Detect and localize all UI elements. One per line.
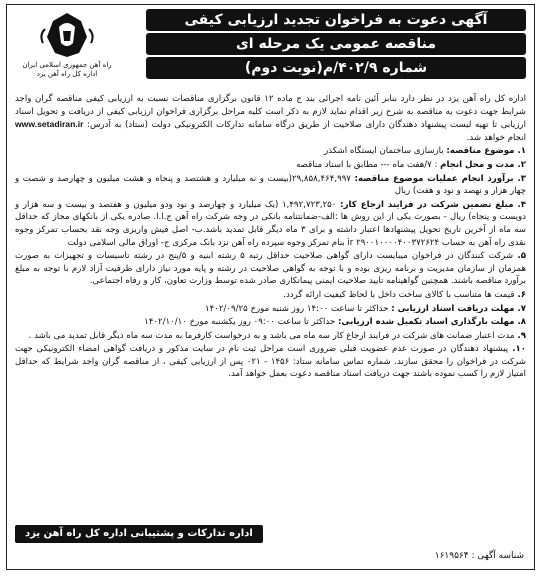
condition-title: برآورد انجام عملیات موضوع مناقصه: — [354, 173, 514, 184]
condition-item — [15, 173, 526, 198]
notice-page — [6, 4, 535, 570]
condition-number: ۷. — [514, 303, 526, 314]
condition-item — [15, 316, 526, 329]
condition-text: ۲۹,۸۵۸,۴۶۴,۹۹۷(بیست و نه میلیارد و هشتصد و پنجاه و هشت میلیون و چهارصد و شصت و چهار هزار و نهصد و نود و هفت) ریال — [15, 173, 526, 197]
condition-number: ۲. — [514, 159, 526, 170]
condition-item — [15, 343, 526, 381]
notice-body — [7, 91, 534, 381]
condition-text: حداکثر تا ساعت ۰۹:۰۰ روز یکشنبه مورخ ۱۴۰۲/۱۰/۱۰ — [144, 317, 338, 328]
condition-number: ۶. — [514, 289, 526, 300]
notice-id: شناسه آگهی : ۱۶۱۹۵۶۴ — [434, 551, 524, 561]
condition-number: ۳. — [513, 173, 526, 184]
condition-number: ۴. — [513, 199, 526, 210]
website-link[interactable]: www.setadiran.ir — [15, 119, 84, 130]
railway-logo — [17, 9, 117, 87]
condition-text: شرکت کنندگان در فراخوان میبایست دارای گواهی صلاحیت حداقل رتبه ۵ رشته ابنیه و ۵/پنج در رشته تاسیسات و تجهیزات به صورت همزمان از سازمان مدیریت و برنامه ریزی بوده و با توجه به گواهی صلاحیت در رشته و پایه مورد نیاز دارای ظرفیت آزاد لازم با توجه به مبلغ برآورد مناقصه باشند. همچنین گواهینامه تایید صلاحیت ایمنی پیمانکاری صادر شده توسط وزارت تعاون، کار و رفاه اجتماعی. — [15, 251, 526, 287]
intro-paragraph — [15, 93, 526, 144]
intro-text: اداره کل راه آهن یزد در نظر دارد بنابر آئین نامه اجرائی بند ج ماده ۱۲ قانون برگزاری مناقصات نسبت به ارزیابی کیفی مناقصه گران واجد شرایط جهت دعوت به مناقصه به شرح زیر اقدام نماید لازم به ذکر است کلیه مراحل برگزاری فراخوان ارزیابی کیفی از دریافت و تحویل اسناد ارزیابی تا تهیه لیست پیشنهاد دهندگان دارای صلاحیت از طریق درگاه سامانه تدارکات الکترونیکی دولت (ستاد) به آدرس: — [15, 94, 527, 131]
condition-number: ۱. — [514, 146, 526, 157]
condition-text: ۱,۴۹۲,۷۲۳,۲۵۰ (یک میلیارد و چهارصد و نود ودو میلیون و هفتصد و بیست و سه هزار و دویست و پنجاه) ریال - بصورت یکی از این روش ها :الف-ضمانتنامه بانکی در وجه شرکت راه آهن ج.ا.ا. صادره یکی از بانکهای مجاز که حداقل سه ماه از آخرین تاریخ تحویل پیشنهادها اعتبار داشته و برای ۳ ماه دیگر قابل تمدید باشد.ب- اصل فیش واریزی وجه نقد بحساب تمرکز وجوه نقدی راه آهن به حساب ۲۹۰۰۱۰۰۰۰۴۰۰۳۷۲۶۲۴ ir بنام تمرکز وجوه سپرده راه آهن نزد بانک مرکزی ج- اوراق مالی اسلامی دولت — [15, 199, 526, 248]
condition-title: موضوع مناقصه: — [446, 146, 515, 157]
condition-title: مهلت دریافت اسناد ارزیابی : — [391, 303, 515, 314]
notice-number: شماره ۴۰۲/۹/م(نوبت دوم) — [146, 57, 526, 79]
condition-text: مدت اعتبار ضمانت های شرکت در فرایند ارجاع کار سه ماه می باشد و به درخواست کارفرما به مدت سه ماه دیگر قابل تمدید می باشد . — [28, 330, 515, 341]
condition-text: : ۷/هفت ماه --- مطابق با اسناد مناقصه — [296, 159, 441, 170]
condition-text: بازسازی ساختمان ایستگاه اشکذر — [324, 146, 447, 157]
title-block — [146, 7, 526, 81]
footer-department: اداره تدارکات و پشتیبانی اداره کل راه آهن یزد — [15, 525, 263, 543]
logo-caption-org: راه آهن جمهوری اسلامی ایران — [22, 61, 112, 69]
condition-number: ۵. — [513, 251, 526, 262]
railway-emblem-icon — [37, 9, 97, 61]
conditions-list — [15, 145, 526, 381]
condition-item — [15, 159, 526, 172]
condition-title: مهلت بارگذاری اسناد تکمیل شده ارزیابی: — [337, 317, 515, 328]
notice-subtitle: مناقصه عمومی یک مرحله ای — [146, 33, 526, 55]
logo-caption-office: اداره کل راه آهن یزد — [36, 70, 98, 78]
condition-item — [15, 199, 526, 249]
condition-text: حداکثر تا ساعت ۱۴:۰۰ روز شنبه مورخ ۱۴۰۲/۰۹/۲۵ — [205, 303, 392, 314]
condition-item — [15, 330, 526, 343]
condition-text: قیمت ها متناسب با کالای ساخت داخل با لحاظ کیفیت ارائه گردد. — [283, 289, 515, 300]
condition-number: ۱۰. — [508, 344, 526, 355]
condition-number: ۹. — [514, 330, 526, 341]
condition-item — [15, 250, 526, 288]
condition-number: ۸. — [514, 317, 526, 328]
condition-item — [15, 145, 526, 158]
notice-title: آگهی دعوت به فراخوان تجدید ارزیابی کیفی — [146, 9, 526, 31]
condition-title: مدت و محل انجام — [440, 159, 515, 170]
condition-title: مبلغ تضمین شرکت در فرایند ارجاع کار: — [340, 199, 514, 210]
condition-text: پیشنهاد دهندگان در صورت عدم عضویت قبلی ضروری است مراحل ثبت نام در سایت مذکور و دریافت گواهی امضاء الکترونیکی جهت شرکت در فراخوان را محقق سازند. شماره تماس سامانه ستاد: ۱۴۵۶ - ۰۲۱ پس از ارزیابی کیفی ، از مناقصه گران واجد شرایط که حداقل امتیاز لازم را کسب نموده باشند جهت دریافت اسناد مناقصه دعوت بعمل خواهد آمد. — [15, 344, 526, 380]
intro-tail: انجام خواهد شد. — [466, 132, 526, 143]
condition-item — [15, 289, 526, 302]
notice-header — [7, 5, 534, 91]
condition-item — [15, 303, 526, 316]
